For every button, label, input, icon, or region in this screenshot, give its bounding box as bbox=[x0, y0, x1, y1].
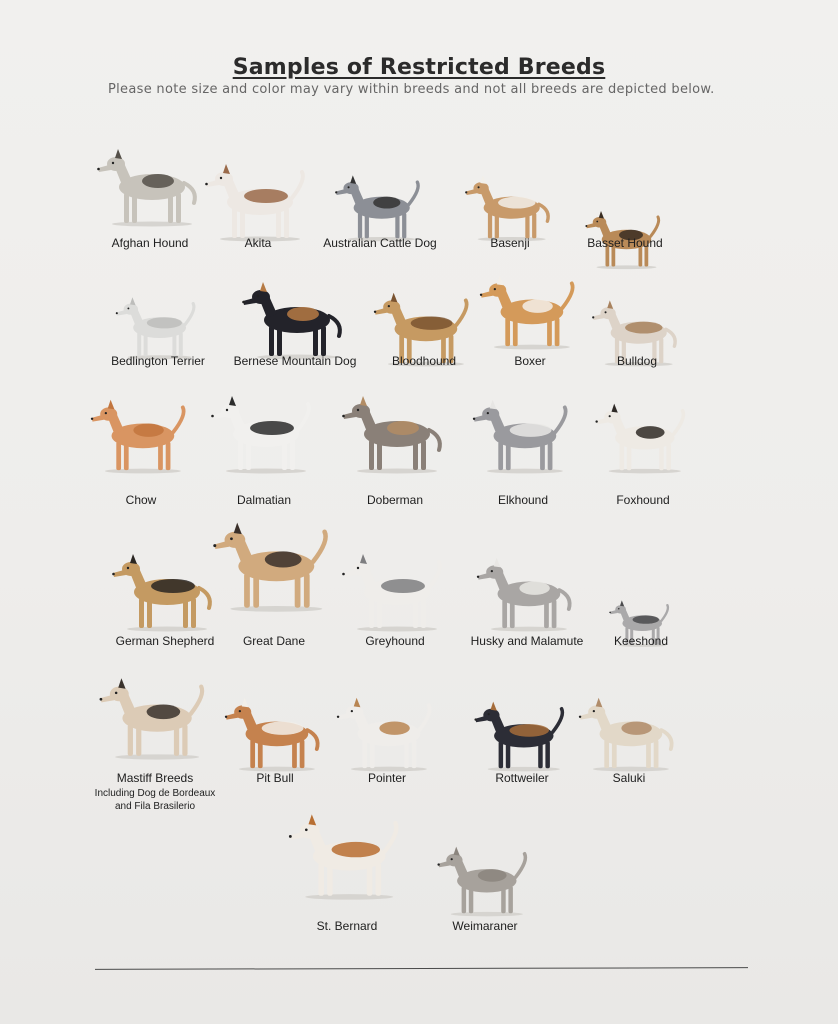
breed-label: Pointer bbox=[367, 771, 407, 785]
breed-label: St. Bernard bbox=[316, 919, 378, 933]
breed-label: Weimaraner bbox=[452, 919, 518, 933]
breed-label: Doberman bbox=[366, 493, 424, 507]
breed-label: Keeshond bbox=[613, 634, 669, 648]
breed-label: Bernese Mountain Dog bbox=[233, 354, 357, 368]
breed-label: Greyhound bbox=[365, 634, 425, 648]
elkhound-icon bbox=[453, 382, 593, 477]
akita-icon bbox=[188, 150, 328, 245]
breed-label: Great Dane bbox=[242, 634, 306, 648]
breed-label: Foxhound bbox=[616, 493, 670, 507]
page-subtitle: Please note size and color may vary within breeds and not all breeds are depicted below. bbox=[108, 82, 715, 97]
greyhound-icon bbox=[325, 540, 465, 635]
breed-label: Boxer bbox=[514, 354, 546, 368]
breed-label: Bloodhound bbox=[391, 354, 457, 368]
breed-label: Husky and Malamute bbox=[470, 634, 584, 648]
breed-label: Pit Bull bbox=[256, 771, 294, 785]
mastiff-note-line: and Fila Brasilerio bbox=[114, 801, 196, 812]
weimaraner-icon bbox=[415, 825, 555, 920]
foxhound-icon bbox=[573, 382, 713, 477]
breed-label: Rottweiler bbox=[495, 771, 549, 785]
breed-label: Dalmatian bbox=[236, 493, 292, 507]
breed-label: Chow bbox=[125, 493, 157, 507]
doberman-icon bbox=[325, 382, 465, 477]
breed-label: German Shepherd bbox=[115, 634, 215, 648]
page-title: Samples of Restricted Breeds bbox=[232, 55, 606, 80]
breed-label: Australian Cattle Dog bbox=[323, 236, 437, 250]
breed-label: Basenji bbox=[490, 236, 530, 250]
bottom-divider bbox=[95, 967, 748, 970]
breed-label: Saluki bbox=[612, 771, 646, 785]
great-dane-icon bbox=[204, 520, 344, 615]
breed-label: Bulldog bbox=[616, 354, 658, 368]
breed-label: Elkhound bbox=[497, 493, 549, 507]
st-bernard-icon bbox=[277, 808, 417, 903]
breed-label: Afghan Hound bbox=[111, 236, 189, 250]
breed-label: Mastiff Breeds bbox=[116, 771, 194, 785]
breed-label: Akita bbox=[244, 236, 272, 250]
dalmatian-icon bbox=[194, 382, 334, 477]
breed-label: Basset Hound bbox=[587, 236, 663, 250]
pointer-icon bbox=[317, 680, 457, 775]
bedlington-terrier-icon bbox=[88, 268, 228, 363]
bernese-mountain-dog-icon bbox=[225, 268, 365, 363]
australian-cattle-dog-icon bbox=[310, 150, 450, 245]
mastiff-icon bbox=[85, 668, 225, 763]
breed-label: Bedlington Terrier bbox=[111, 354, 205, 368]
saluki-icon bbox=[559, 680, 699, 775]
chow-icon bbox=[71, 382, 211, 477]
mastiff-note-line: Including Dog de Bordeaux bbox=[94, 788, 216, 799]
